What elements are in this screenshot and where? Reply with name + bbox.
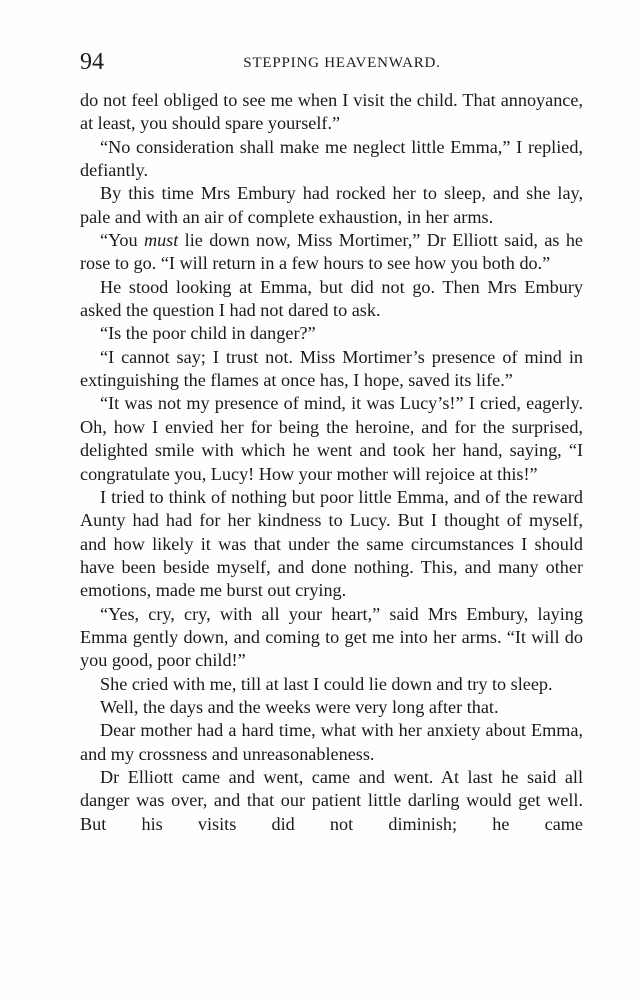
paragraph-9: I tried to think of nothing but poor little Emma, and of the reward Aunty had had for her kindness to Lucy. But I thought of myself, and how likely it was that under the same circumstances I should have been beside myself, and done nothing. This, and many other emotions, made me burst out crying. <box>80 486 583 601</box>
body-text <box>80 89 583 836</box>
paragraph-2: “No consideration shall make me neglect little Emma,” I replied, defiantly. <box>80 136 583 181</box>
paragraph-3: By this time Mrs Embury had rocked her to sleep, and she lay, pale and with an air of complete exhaustion, in her arms. <box>80 183 583 227</box>
paragraph-13: Dear mother had a hard time, what with her anxiety about Emma, and my crossness and unreasonableness. <box>80 720 583 764</box>
paragraph-10: “Yes, cry, cry, with all your heart,” said Mrs Embury, laying Emma gently down, and coming to get me into her arms. “It will do you good, poor child!” <box>80 603 583 671</box>
paragraph-6: “Is the poor child in danger?” <box>100 323 316 344</box>
paragraph-1: do not feel obliged to see me when I visit the child. That annoyance, at least, you should spare yourself.” <box>80 90 583 134</box>
paragraph-7: “I cannot say; I trust not. Miss Mortimer’s presence of mind in extinguishing the flames at once has, I hope, saved its life.” <box>80 346 583 391</box>
paragraph-11: She cried with me, till at last I could lie down and try to sleep. <box>100 673 553 694</box>
paragraph-4-after: lie down now, Miss Mortimer,” Dr Elliott said, as he rose to go. “I will return in a few hours to see how you both do.” <box>80 230 583 274</box>
page-header <box>80 48 582 76</box>
paragraph-14: Dr Elliott came and went, came and went. At last he said all danger was over, and that our patient little darling would get well. But his visits did not diminish; he came <box>80 766 583 834</box>
page-number: 94 <box>80 49 104 75</box>
running-head: STEPPING HEAVENWARD. <box>243 55 441 71</box>
paragraph-4-emphasis: must <box>143 230 179 251</box>
paragraph-4-before: “You <box>100 230 144 251</box>
paragraph-12: Well, the days and the weeks were very long after that. <box>100 696 499 717</box>
paragraph-8: “It was not my presence of mind, it was Lucy’s!” I cried, eagerly. Oh, how I envied her for being the heroine, and for the surprised, delighted smile with which he went and took her hand, saying, “I congratulate you, Lucy! How your mother will rejoice at this!” <box>80 393 583 484</box>
paragraph-5: He stood looking at Emma, but did not go. Then Mrs Embury asked the question I had not dared to ask. <box>80 276 583 321</box>
paragraph-4 <box>80 229 583 276</box>
